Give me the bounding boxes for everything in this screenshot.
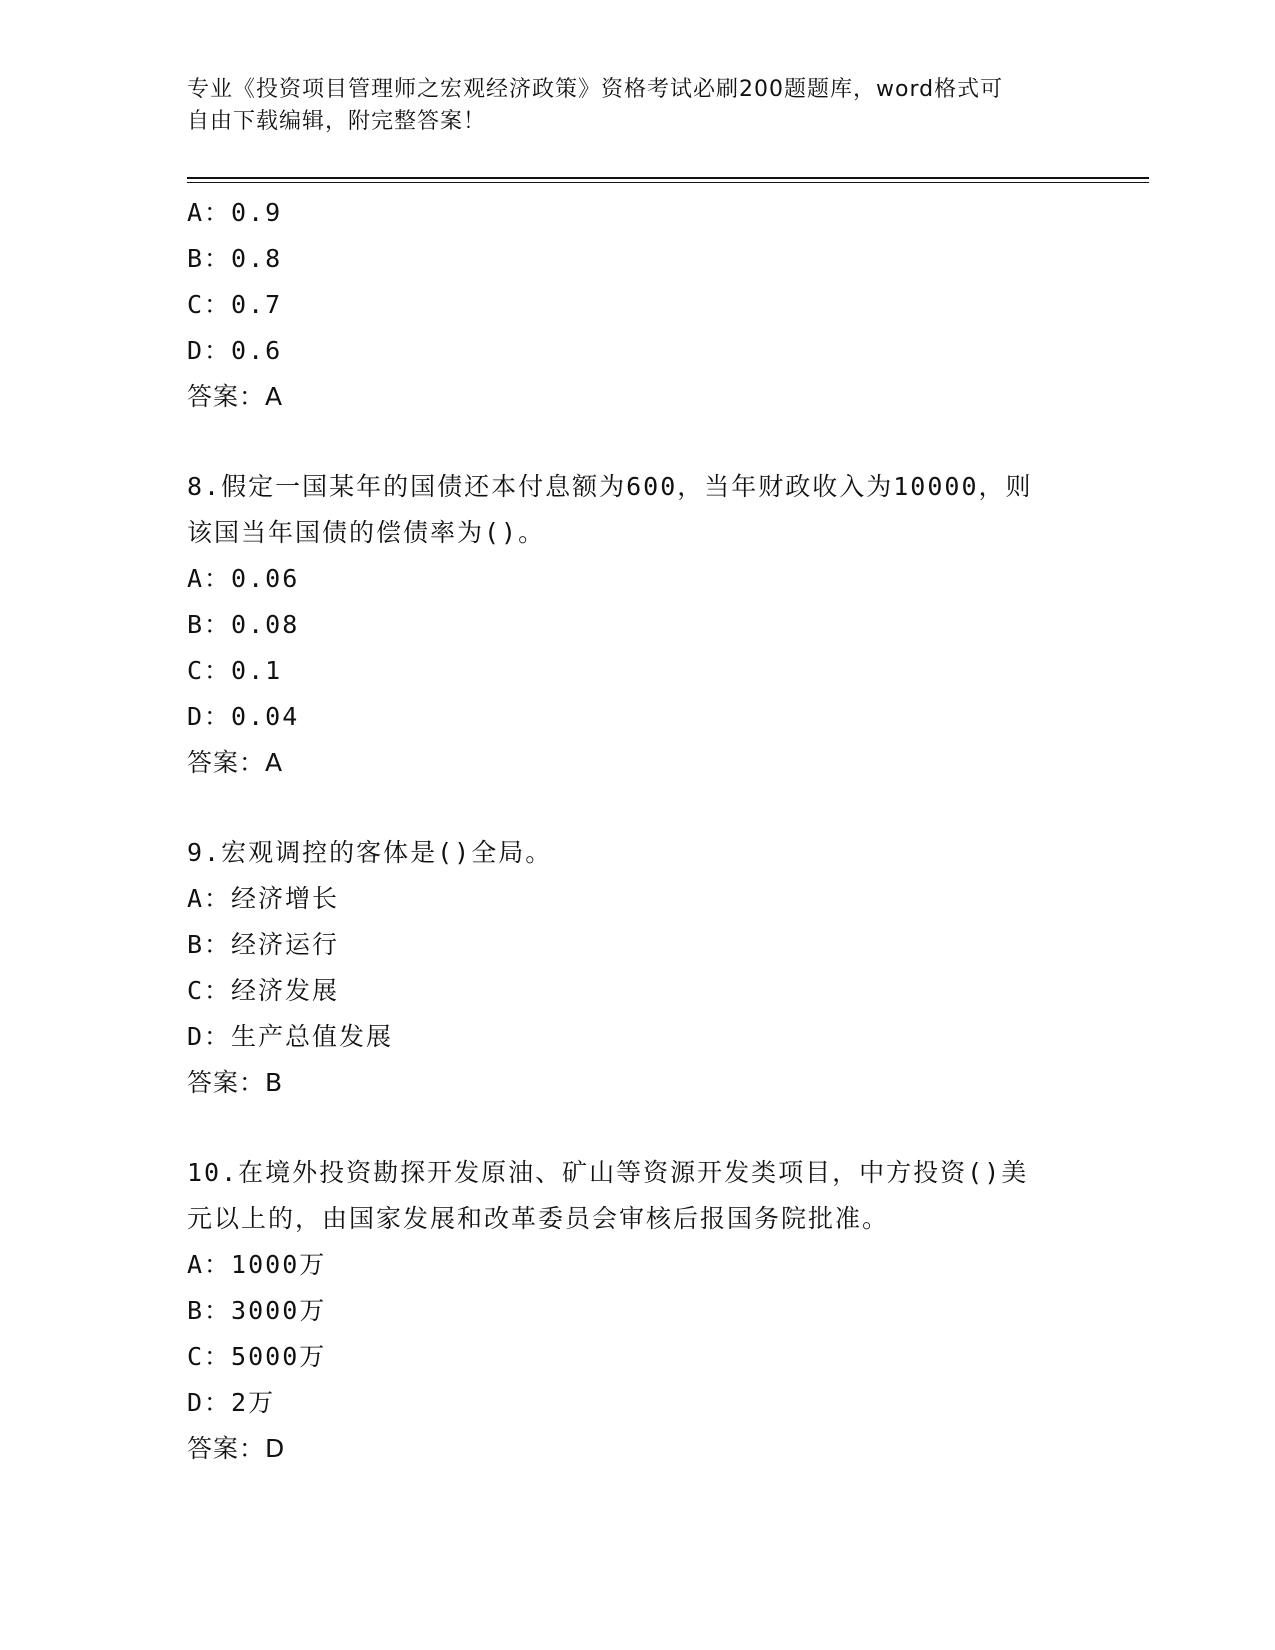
question-stem-line-2: 该国当年国债的偿债率为()。: [187, 518, 546, 547]
question-9-block: [187, 830, 1087, 1106]
option-d: D：0.04: [187, 702, 300, 731]
option-d: D：2万: [187, 1388, 276, 1417]
option-a: A：1000万: [187, 1250, 327, 1279]
option-b: B：3000万: [187, 1296, 327, 1325]
spacer: [187, 420, 1087, 464]
header-divider-thick: [187, 177, 1149, 179]
answer-line: 答案：B: [187, 1068, 284, 1097]
question-7-block: [187, 190, 1087, 420]
option-b: B：经济运行: [187, 930, 340, 959]
header-line-2: 自由下载编辑，附完整答案！: [187, 109, 487, 134]
answer-line: 答案：A: [187, 748, 284, 777]
option-c: C：0.1: [187, 656, 283, 685]
question-stem-line-2: 元以上的，由国家发展和改革委员会审核后报国务院批准。: [187, 1204, 890, 1233]
spacer: [187, 1106, 1087, 1150]
spacer: [187, 786, 1087, 830]
answer-line: 答案：D: [187, 1434, 286, 1463]
question-stem-line-1: 8.假定一国某年的国债还本付息额为600，当年财政收入为10000，则: [187, 472, 1033, 501]
option-a: A：0.06: [187, 564, 300, 593]
question-8-block: [187, 464, 1087, 786]
answer-line: 答案：A: [187, 382, 284, 411]
option-b: B：0.8: [187, 244, 283, 273]
option-d: D：0.6: [187, 336, 283, 365]
header-divider-thin: [187, 182, 1149, 183]
question-10-block: [187, 1150, 1087, 1472]
question-content: [187, 190, 1087, 1472]
question-stem-line-1: 10.在境外投资勘探开发原油、矿山等资源开发类项目，中方投资()美: [187, 1158, 1029, 1187]
option-c: C：0.7: [187, 290, 283, 319]
option-c: C：经济发展: [187, 976, 340, 1005]
option-b: B：0.08: [187, 610, 300, 639]
question-stem-line-1: 9.宏观调控的客体是()全局。: [187, 838, 553, 867]
document-header: [187, 74, 1087, 138]
option-a: A：0.9: [187, 198, 283, 227]
option-d: D：生产总值发展: [187, 1022, 394, 1051]
option-c: C：5000万: [187, 1342, 327, 1371]
option-a: A：经济增长: [187, 884, 340, 913]
header-line-1: 专业《投资项目管理师之宏观经济政策》资格考试必刷200题题库，word格式可: [187, 77, 1004, 102]
